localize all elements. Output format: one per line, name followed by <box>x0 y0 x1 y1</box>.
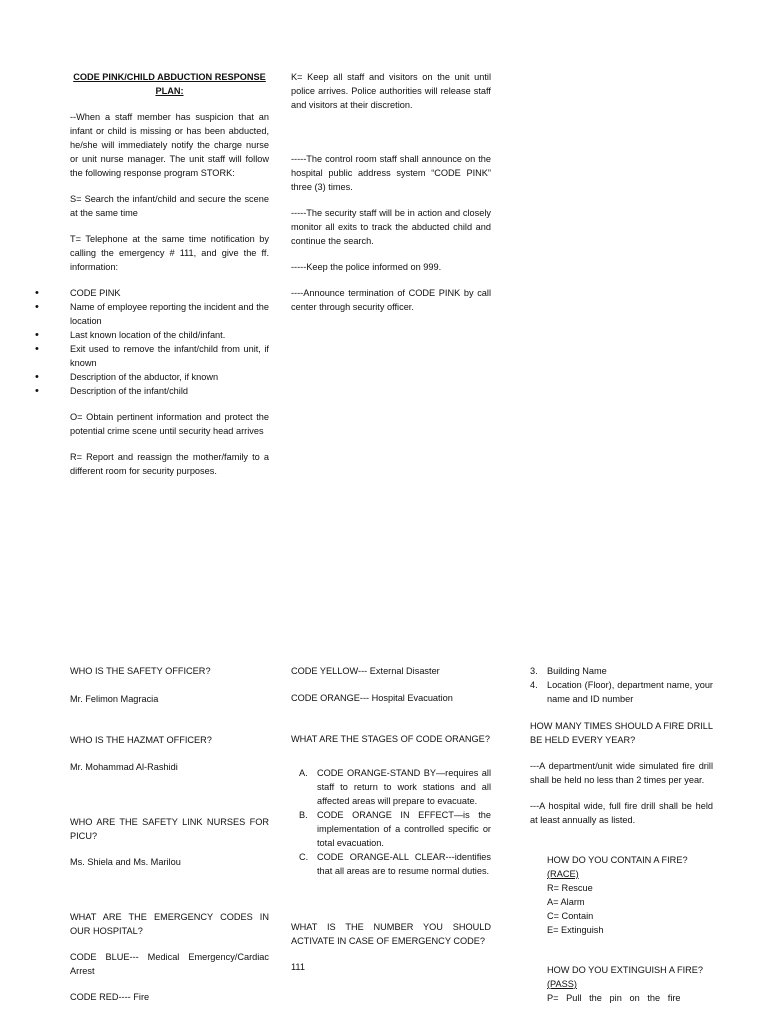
question-extinguish-fire: HOW DO YOU EXTINGUISH A FIRE? <box>547 965 704 975</box>
stork-t: T= Telephone at the same time notification by calling the emergency # 111, and give the ff. information: <box>70 234 269 272</box>
code-pink-continued-column <box>291 70 491 314</box>
answer-emergency-number: 111 <box>291 962 305 972</box>
question-link-nurses: WHO ARE THE SAFETY LINK NURSES FOR PICU? <box>70 817 269 841</box>
report-items-list <box>530 664 713 706</box>
code-yellow: CODE YELLOW--- External Disaster <box>291 666 440 676</box>
report-item <box>530 664 713 678</box>
question-contain-fire: HOW DO YOU CONTAIN A FIRE? <box>547 855 688 865</box>
report-item-text: Location (Floor), department name, your name and ID number <box>547 680 713 704</box>
info-item <box>52 286 269 300</box>
answer-hazmat-officer: Mr. Mohammad Al-Rashidi <box>70 762 178 772</box>
question-safety-officer: WHO IS THE SAFETY OFFICER? <box>70 666 211 676</box>
pass-label: (PASS) <box>547 979 577 989</box>
answer-link-nurses: Ms. Shiela and Ms. Marilou <box>70 857 181 867</box>
code-pink-title: CODE PINK/CHILD ABDUCTION RESPONSE PLAN: <box>73 72 266 96</box>
race-a: A= Alarm <box>547 897 585 907</box>
stage-text: CODE ORANGE-ALL CLEAR---identifies that all areas are to resume normal duties. <box>317 852 491 876</box>
info-item-text: CODE PINK <box>70 288 121 298</box>
fire-drill-unit: ---A department/unit wide simulated fire drill shall be held no less than 2 times per year. <box>530 761 713 785</box>
safety-qa-column <box>70 664 269 1004</box>
stage-text: CODE ORANGE IN EFFECT—is the implementation of a controlled specific or total evacuation. <box>317 810 491 848</box>
announce-paragraph: -----The control room staff shall announce on the hospital public address system “CODE PINK” three (3) times. <box>291 154 491 192</box>
info-list <box>52 286 269 398</box>
stage-marker: B. <box>299 810 308 820</box>
question-emergency-codes: WHAT ARE THE EMERGENCY CODES IN OUR HOSPITAL? <box>70 912 269 936</box>
race-c: C= Contain <box>547 911 594 921</box>
question-hazmat-officer: WHO IS THE HAZMAT OFFICER? <box>70 735 212 745</box>
termination-paragraph: ----Announce termination of CODE PINK by call center through security officer. <box>291 288 491 312</box>
info-item-text: Exit used to remove the infant/child from unit, if known <box>70 344 269 368</box>
info-item-text: Description of the infant/child <box>70 386 188 396</box>
code-blue: CODE BLUE--- Medical Emergency/Cardiac Arrest <box>70 952 269 976</box>
info-item-text: Last known location of the child/infant. <box>70 330 226 340</box>
question-emergency-number: WHAT IS THE NUMBER YOU SHOULD ACTIVATE IN CASE OF EMERGENCY CODE? <box>291 922 491 946</box>
answer-safety-officer: Mr. Felimon Magracia <box>70 694 159 704</box>
pass-block <box>530 963 713 1005</box>
code-orange: CODE ORANGE--- Hospital Evacuation <box>291 693 453 703</box>
stage-item <box>291 808 491 850</box>
report-item-text: Building Name <box>547 666 607 676</box>
info-item <box>52 300 269 328</box>
info-item <box>52 370 269 384</box>
info-item-text: Name of employee reporting the incident and the location <box>70 302 269 326</box>
race-r: R= Rescue <box>547 883 593 893</box>
info-item-text: Description of the abductor, if known <box>70 372 219 382</box>
fire-column <box>530 664 713 1005</box>
stage-item <box>291 850 491 878</box>
info-item <box>52 384 269 398</box>
code-pink-intro: --When a staff member has suspicion that an infant or child is missing or has been abducted, he/she will immediately notify the charge nurse or unit nurse manager. The unit staff will follow the following response program STORK: <box>70 112 269 178</box>
stork-o: O= Obtain pertinent information and protect the potential crime scene until security head arrives <box>70 412 269 436</box>
stage-marker: A. <box>299 768 308 778</box>
orange-stages-list <box>291 766 491 878</box>
report-item-marker: 4. <box>530 680 538 690</box>
stork-s: S= Search the infant/child and secure the scene at the same time <box>70 194 269 218</box>
fire-drill-hospital: ---A hospital wide, full fire drill shall be held at least annually as listed. <box>530 801 713 825</box>
stork-r: R= Report and reassign the mother/family to a different room for security purposes. <box>70 452 269 476</box>
report-item-marker: 3. <box>530 666 538 676</box>
stage-marker: C. <box>299 852 309 862</box>
info-item <box>52 342 269 370</box>
race-e: E= Extinguish <box>547 925 604 935</box>
report-item <box>530 678 713 706</box>
question-orange-stages: WHAT ARE THE STAGES OF CODE ORANGE? <box>291 734 490 744</box>
stork-k: K= Keep all staff and visitors on the unit until police arrives. Police authorities will release staff and visitors at their discretion. <box>291 72 491 110</box>
police-paragraph: -----Keep the police informed on 999. <box>291 262 442 272</box>
pass-p: P= Pull the pin on the fire <box>547 993 681 1003</box>
race-block <box>530 853 713 937</box>
code-pink-column <box>70 70 269 478</box>
code-red: CODE RED---- Fire <box>70 992 150 1002</box>
question-fire-drill: HOW MANY TIMES SHOULD A FIRE DRILL BE HELD EVERY YEAR? <box>530 721 713 745</box>
stage-text: CODE ORANGE-STAND BY—requires all staff to return to work stations and all affected areas will prepare to evacuate. <box>317 768 491 806</box>
codes-column <box>291 664 491 974</box>
security-paragraph: -----The security staff will be in action and closely monitor all exits to track the abducted child and continue the search. <box>291 208 491 246</box>
race-label: (RACE) <box>547 869 579 879</box>
stage-item <box>291 766 491 808</box>
info-item <box>52 328 269 342</box>
